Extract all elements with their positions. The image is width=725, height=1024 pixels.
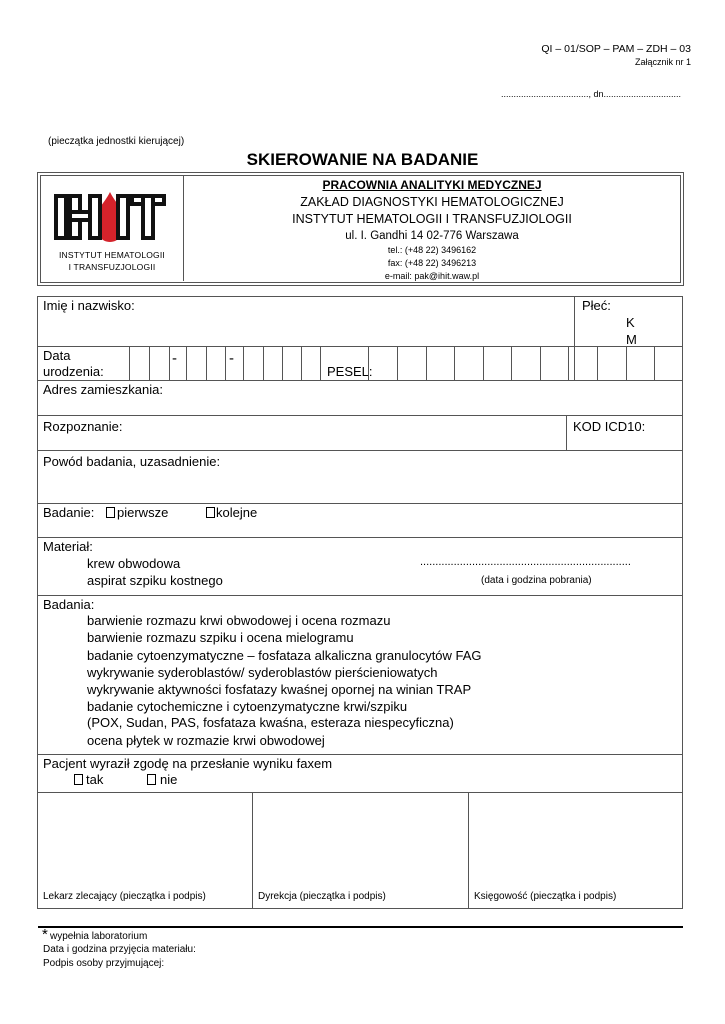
test-item: badanie cytoenzymatyczne – fosfataza alkaliczna granulocytów FAG — [87, 648, 482, 663]
lab-name: PRACOWNIA ANALITYKI MEDYCZNEJ — [322, 178, 542, 192]
dob-cell[interactable] — [206, 346, 207, 380]
tests-label: Badania: — [43, 597, 95, 612]
pesel-cell[interactable] — [426, 346, 427, 380]
pesel-cell[interactable] — [368, 346, 369, 380]
fax-no-label: nie — [160, 772, 178, 787]
row-divider — [38, 754, 683, 755]
pesel-cell[interactable] — [626, 346, 627, 380]
dob-cell[interactable] — [129, 346, 130, 380]
lab-fill-note: wypełnia laboratorium — [50, 931, 148, 942]
dob-label-2: urodzenia: — [43, 364, 104, 379]
test-item-detail: (POX, Sudan, PAS, fosfataza kwaśna, esteraza niespecyficzna) — [87, 715, 454, 730]
fax-no-checkbox[interactable] — [147, 774, 156, 785]
dob-dash: - — [172, 350, 177, 367]
icd-label: KOD ICD10: — [573, 419, 646, 434]
pesel-cell[interactable] — [654, 346, 655, 380]
address-label: Adres zamieszkania: — [43, 382, 163, 397]
material-marrow-label: aspirat szpiku kostnego — [87, 573, 223, 588]
exam-next-checkbox[interactable] — [206, 507, 215, 518]
row-divider — [38, 450, 683, 451]
lab-tel: tel.: (+48 22) 3496162 — [387, 245, 477, 255]
exam-first-checkbox[interactable] — [106, 507, 115, 518]
test-item: ocena płytek w rozmazie krwi obwodowej — [87, 733, 325, 748]
row-divider — [38, 415, 683, 416]
ihit-logo-mark — [52, 190, 168, 244]
icd-divider — [566, 415, 567, 450]
date-line: ..................................., dn............................... — [500, 89, 681, 99]
dob-cell[interactable] — [320, 346, 321, 380]
document-code: QI – 01/SOP – PAM – ZDH – 03 — [541, 43, 691, 55]
stamp-note: (pieczątka jednostki kierującej) — [48, 136, 185, 147]
sex-divider — [574, 296, 575, 380]
fax-consent-label: Pacjent wyraził zgodę na przesłanie wyniku faxem — [43, 756, 333, 771]
reason-label: Powód badania, uzasadnienie: — [43, 454, 221, 469]
pesel-cell[interactable] — [568, 346, 569, 380]
accounting-signature-label: Księgowość (pieczątka i podpis) — [474, 891, 617, 902]
logo-line-1: INSTYTUT HEMATOLOGII — [58, 250, 165, 260]
doctor-signature-box[interactable] — [38, 793, 251, 907]
dob-cell[interactable] — [186, 346, 187, 380]
logo-line-2: I TRANSFUZJOLOGII — [68, 262, 156, 272]
row-divider — [38, 537, 683, 538]
receiver-signature-label: Podpis osoby przyjmującej: — [43, 958, 165, 969]
lab-section-rule — [38, 926, 683, 928]
pesel-cell[interactable] — [540, 346, 541, 380]
lab-email: e-mail: pak@ihit.waw.pl — [384, 271, 480, 281]
dob-cell[interactable] — [301, 346, 302, 380]
test-item: barwienie rozmazu szpiku i ocena mielogramu — [87, 630, 354, 645]
material-blood-label: krew obwodowa — [87, 556, 181, 571]
test-item: badanie cytochemiczne i cytoenzymatyczne krwi/szpiku — [87, 699, 408, 714]
lab-institute: INSTYTUT HEMATOLOGII I TRANSFUZJIOLOGII — [292, 212, 572, 226]
row-divider — [38, 503, 683, 504]
collection-datetime-line[interactable]: ..................................................................... — [420, 556, 631, 568]
row-divider — [38, 380, 683, 381]
director-signature-label: Dyrekcja (pieczątka i podpis) — [258, 891, 386, 902]
pesel-cell[interactable] — [511, 346, 512, 380]
dob-label-1: Data — [43, 348, 71, 363]
dob-cell[interactable] — [243, 346, 244, 380]
sex-k-label: K — [626, 315, 635, 330]
material-label: Materiał: — [43, 539, 93, 554]
ihit-logo — [52, 190, 168, 244]
dob-cell[interactable] — [282, 346, 283, 380]
test-item: wykrywanie aktywności fosfatazy kwaśnej opornej na winian TRAP — [87, 682, 472, 697]
received-datetime-label: Data i godzina przyjęcia materiału: — [43, 944, 196, 955]
lab-fax: fax: (+48 22) 3496213 — [387, 258, 477, 268]
lab-asterisk: * — [42, 926, 48, 943]
name-field[interactable] — [37, 299, 572, 343]
lab-department: ZAKŁAD DIAGNOSTYKI HEMATOLOGICZNEJ — [300, 195, 564, 209]
accounting-signature-box[interactable] — [469, 793, 682, 907]
row-divider — [38, 595, 683, 596]
dob-cell[interactable] — [263, 346, 264, 380]
sex-m-label: M — [626, 332, 637, 347]
fax-yes-label: tak — [86, 772, 104, 787]
director-signature-box[interactable] — [253, 793, 467, 907]
row-divider — [38, 346, 683, 347]
lab-address: ul. I. Gandhi 14 02-776 Warszawa — [345, 230, 519, 242]
page-title: SKIEROWANIE NA BADANIE — [246, 150, 479, 169]
name-label: Imię i nazwisko: — [43, 298, 135, 313]
diagnosis-label: Rozpoznanie: — [43, 419, 123, 434]
dob-cell[interactable] — [149, 346, 150, 380]
fax-yes-checkbox[interactable] — [74, 774, 83, 785]
pesel-cell[interactable] — [597, 346, 598, 380]
exam-first-label: pierwsze — [117, 505, 169, 520]
pesel-cell[interactable] — [397, 346, 398, 380]
collection-datetime-note: (data i godzina pobrania) — [481, 575, 592, 586]
test-item: barwienie rozmazu krwi obwodowej i ocena rozmazu — [87, 613, 391, 628]
attachment-label: Załącznik nr 1 — [634, 57, 691, 67]
test-item: wykrywanie syderoblastów/ syderoblastów pierścieniowatych — [87, 665, 438, 680]
sex-label: Płeć: — [582, 298, 611, 313]
pesel-cell[interactable] — [483, 346, 484, 380]
doctor-signature-label: Lekarz zlecający (pieczątka i podpis) — [43, 891, 206, 902]
pesel-cell[interactable] — [454, 346, 455, 380]
dob-dash: - — [229, 350, 234, 367]
exam-next-label: kolejne — [216, 505, 258, 520]
dob-cell[interactable] — [169, 346, 170, 380]
dob-cell[interactable] — [225, 346, 226, 380]
exam-label: Badanie: — [43, 505, 95, 520]
pesel-label: PESEL: — [327, 364, 373, 379]
